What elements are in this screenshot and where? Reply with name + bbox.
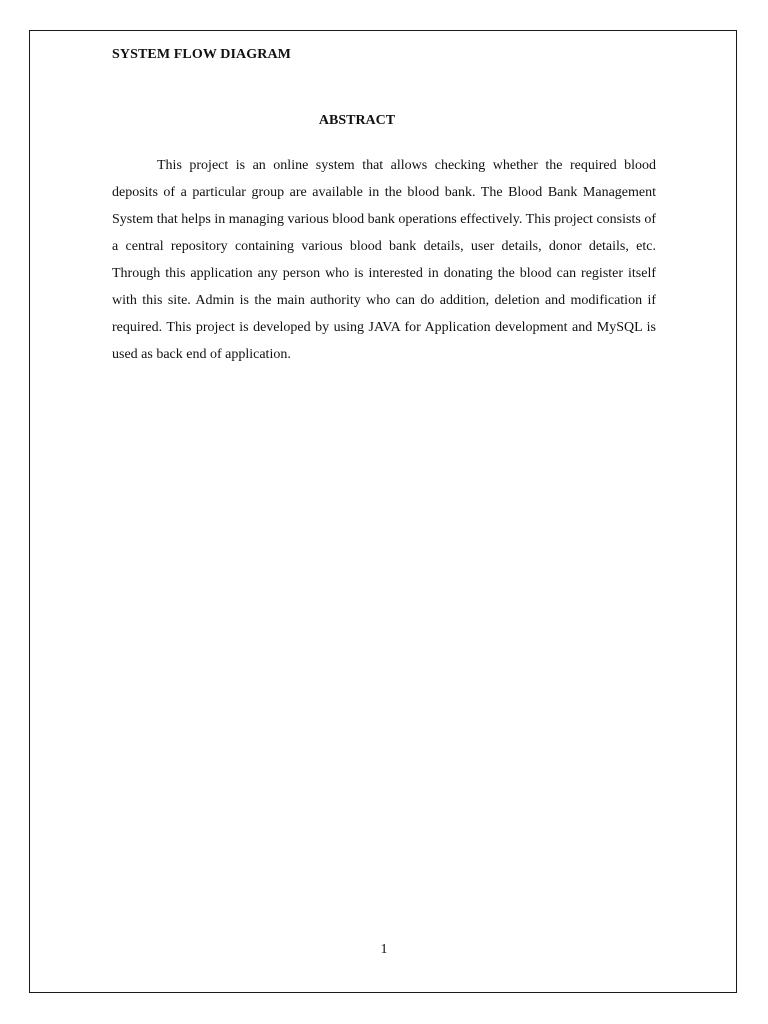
page-number: 1 [380, 942, 388, 957]
abstract-paragraph: This project is an online system that allows checking whether the required blood deposits of a particular group are available in the blood bank. The Blood Bank Management System that helps in managing various blood bank operations effectively. This project consists of a central repository containing various blood bank details, user details, donor details, etc. Through this application any person who is interested in donating the blood can register itself with this site. Admin is the main authority who can do addition, deletion and modification if required. This project is developed by using JAVA for Application development and MySQL is used as back end of application. [112, 158, 656, 362]
section-title: ABSTRACT [318, 113, 396, 128]
page-header: SYSTEM FLOW DIAGRAM [112, 47, 291, 62]
